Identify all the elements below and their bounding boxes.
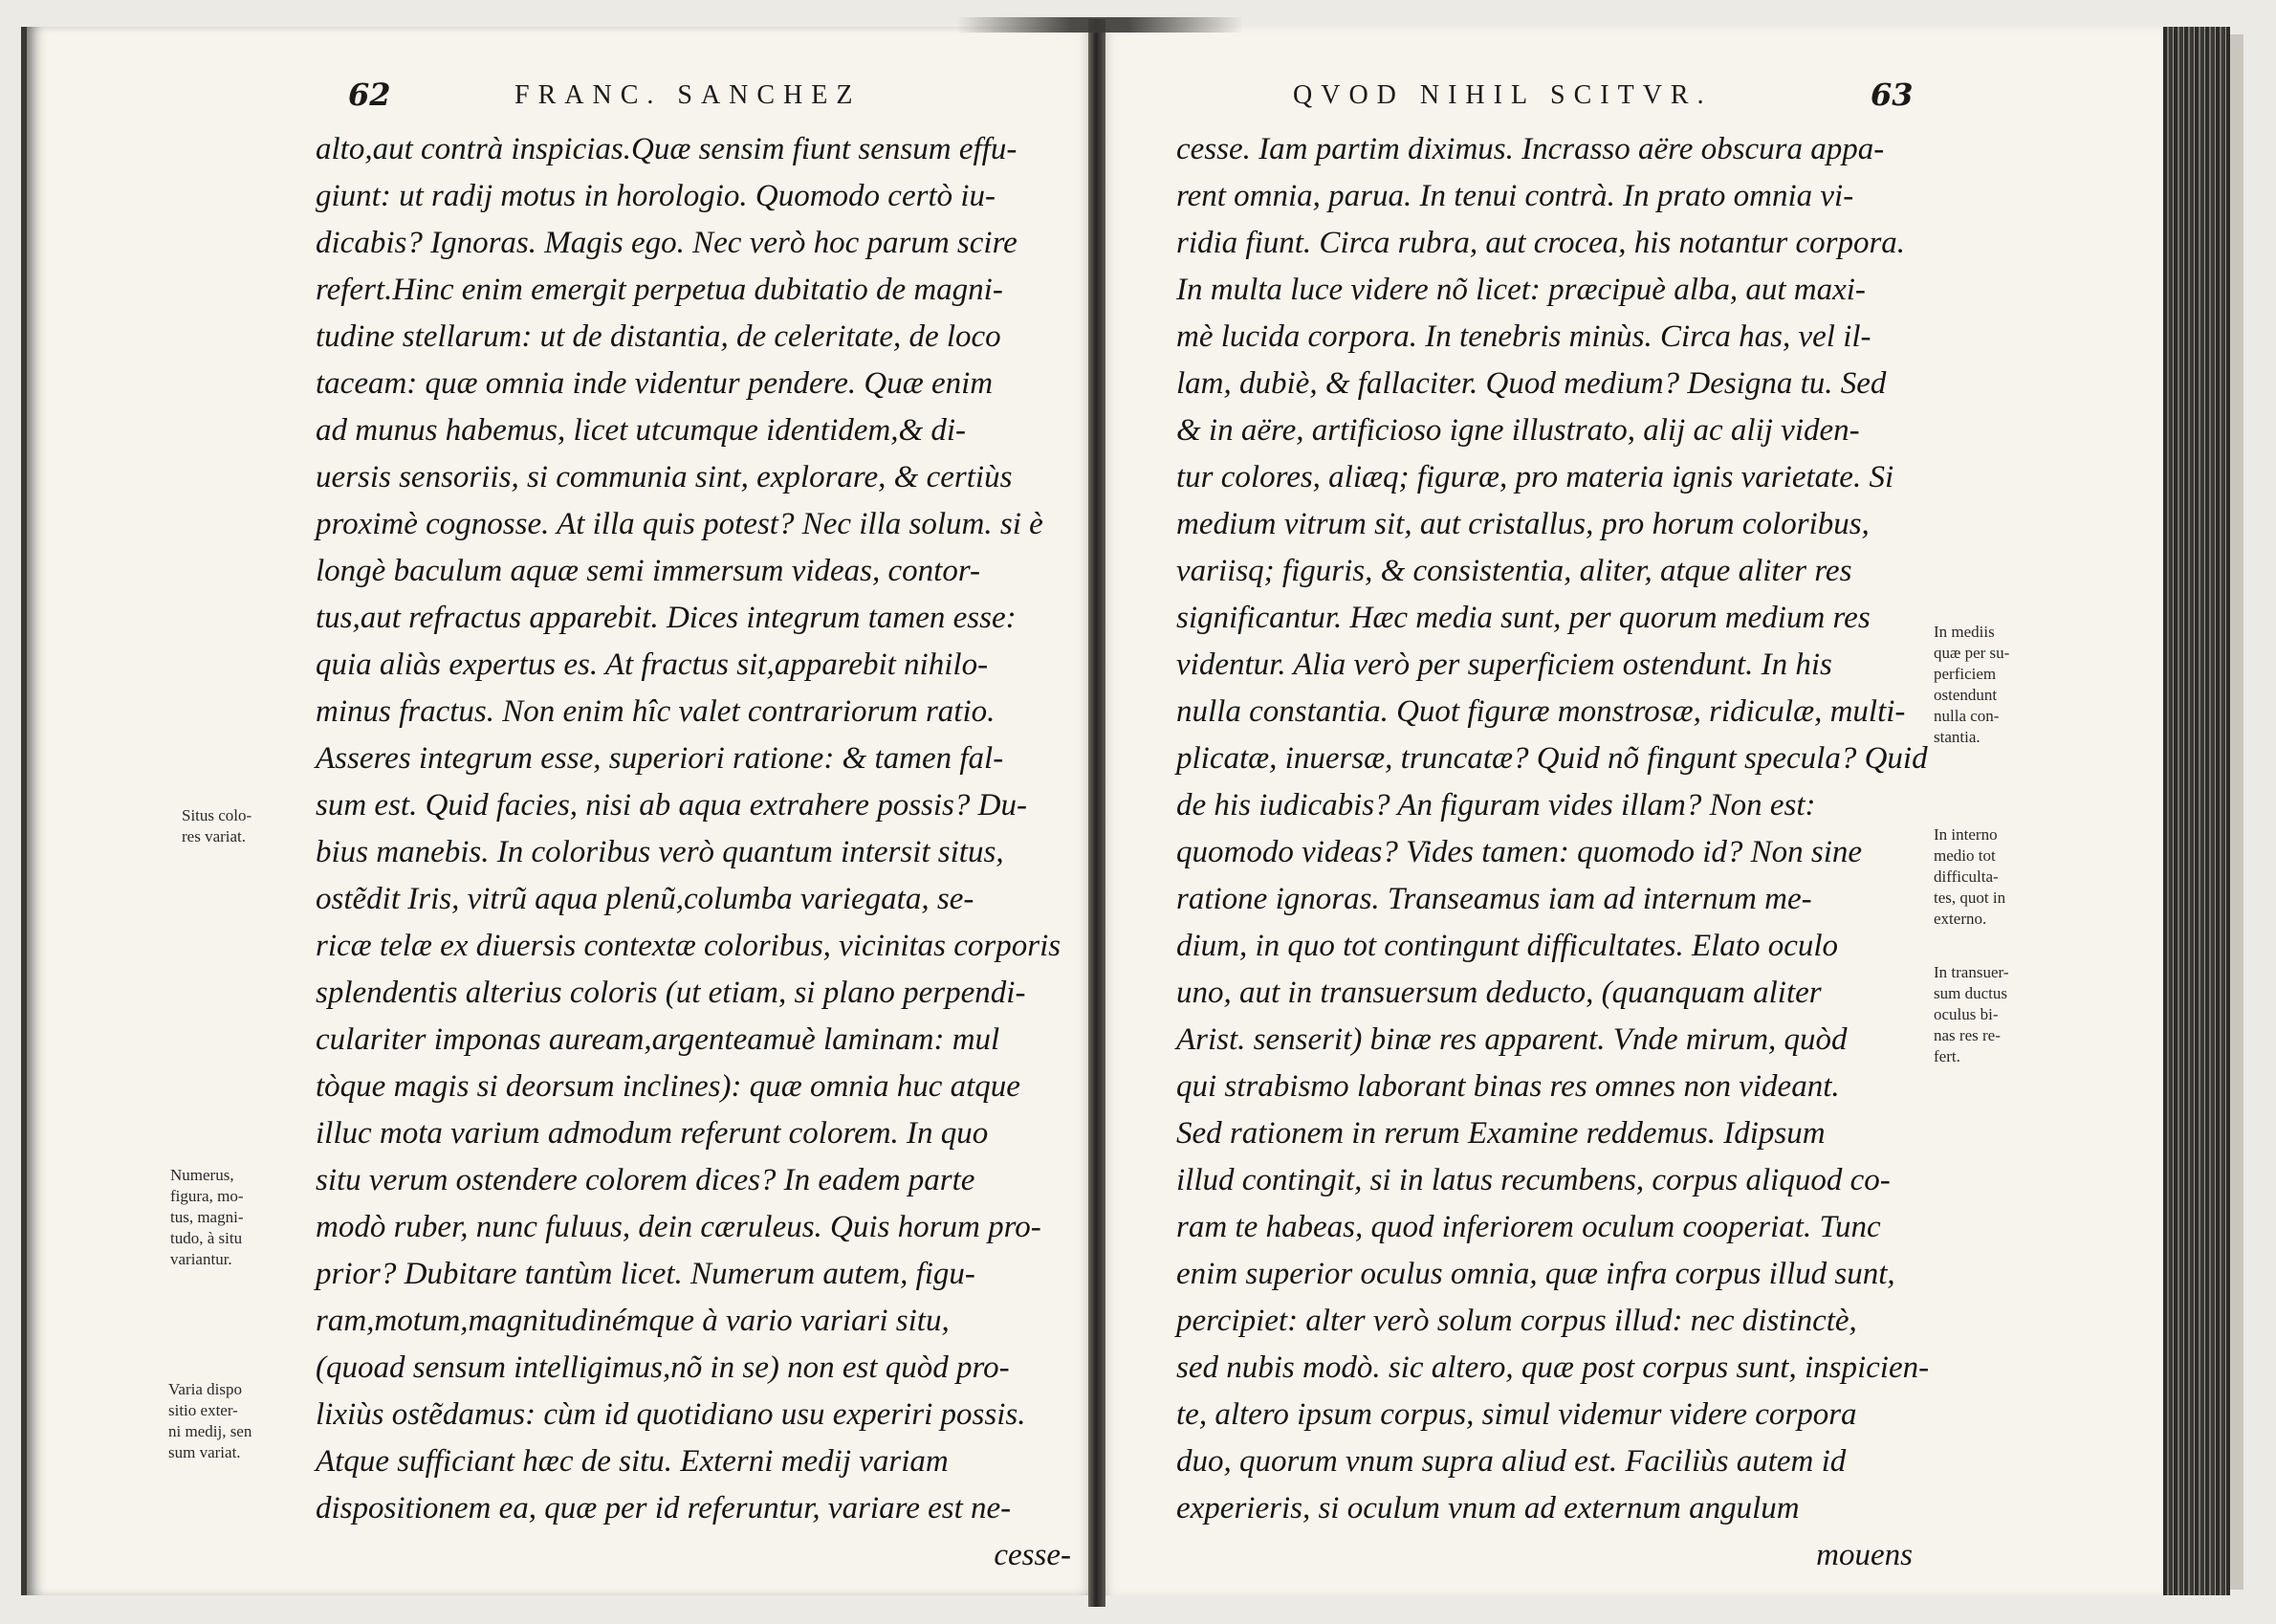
text-line: alto,aut contrà inspicias.Quæ sensim fiunt sensum effu- <box>316 132 1018 166</box>
text-line: sum est. Quid facies, nisi ab aqua extrahere possis? Du- <box>316 788 1027 823</box>
margin-note-line: Varia dispo <box>168 1380 242 1398</box>
text-line: tòque magis si deorsum inclines): quæ omnia huc atque <box>316 1069 1020 1104</box>
margin-note-line: stantia. <box>1934 728 1981 746</box>
book-edge <box>2230 34 2243 1590</box>
margin-note-line: ostendunt <box>1934 686 1998 704</box>
margin-note-line: figura, mo- <box>170 1187 244 1205</box>
margin-note-line: oculus bi- <box>1934 1005 1999 1023</box>
margin-note-line: variantur. <box>170 1250 232 1268</box>
margin-note-line: difficulta- <box>1934 867 1999 886</box>
text-line: uersis sensoriis, si communia sint, explorare, & certiùs <box>316 460 1013 494</box>
left-page-number: 62 <box>348 77 391 113</box>
text-line: percipiet: alter verò solum corpus illud: nec distinctè, <box>1176 1304 1857 1338</box>
text-line: quia aliàs expertus es. At fractus sit,apparebit nihilo- <box>316 647 989 682</box>
text-line: rent omnia, parua. In tenui contrà. In prato omnia vi- <box>1176 179 1854 213</box>
left-margin-note <box>170 1165 244 1270</box>
text-line: te, altero ipsum corpus, simul videmur videre corpora <box>1176 1397 1857 1432</box>
text-line: dium, in quo tot contingunt difficultates. Elato oculo <box>1176 929 1839 963</box>
text-line: mouens <box>1816 1538 1913 1572</box>
text-line: In multa luce videre nõ licet: præcipuè alba, aut maxi- <box>1176 273 1866 307</box>
left-running-head: FRANC. SANCHEZ <box>514 80 862 110</box>
text-line: ad munus habemus, licet utcumque identidem,& di- <box>316 413 967 448</box>
text-line: tur colores, aliæq; figuræ, pro materia ignis varietate. Si <box>1176 460 1894 494</box>
text-line: splendentis alterius coloris (ut etiam, si plano perpendi- <box>316 976 1026 1010</box>
text-line: plicatæ, inuersæ, truncatæ? Quid nõ fingunt specula? Quid <box>1176 741 1928 776</box>
margin-note-line: res variat. <box>182 827 247 845</box>
text-line: taceam: quæ omnia inde videntur pendere. Quæ enim <box>316 366 994 401</box>
right-margin-note <box>1934 962 2008 1067</box>
margin-note-line: sum ductus <box>1934 984 2007 1002</box>
left-text-block <box>316 126 1071 1579</box>
margin-note-line: perficiem <box>1934 665 1997 683</box>
text-line: mè lucida corpora. In tenebris minùs. Circa has, vel il- <box>1176 319 1871 354</box>
text-line: modò ruber, nunc fuluus, dein cæruleus. Quis horum pro- <box>316 1210 1041 1244</box>
text-line: situ verum ostendere colorem dices? In eadem parte <box>316 1163 975 1197</box>
text-line: & in aëre, artificioso igne illustrato, alij ac alij viden- <box>1176 413 1860 448</box>
text-line: ram te habeas, quod inferiorem oculum cooperiat. Tunc <box>1176 1210 1881 1244</box>
book-gutter <box>1088 19 1105 1607</box>
text-line: cesse- <box>994 1538 1071 1572</box>
text-line: ratione ignoras. Transeamus iam ad internum me- <box>1176 882 1812 916</box>
right-page-number: 63 <box>1871 77 1914 113</box>
margin-note-line: sitio exter- <box>168 1401 238 1419</box>
text-line: illud contingit, si in latus recumbens, corpus aliquod co- <box>1176 1163 1891 1197</box>
text-line: de his iudicabis? An figuram vides illam? Non est: <box>1176 788 1816 823</box>
text-line: Atque sufficiant hæc de situ. Externi medij variam <box>316 1444 949 1479</box>
text-line: duo, quorum vnum supra aliud est. Faciliùs autem id <box>1176 1444 1847 1479</box>
text-line: minus fractus. Non enim hîc valet contrariorum ratio. <box>316 694 996 729</box>
text-line: illuc mota varium admodum referunt colorem. In quo <box>316 1116 989 1151</box>
margin-note-line: In interno <box>1934 825 1998 844</box>
margin-note-line: nulla con- <box>1934 707 2000 725</box>
margin-note-line: fert. <box>1934 1047 1960 1065</box>
text-line: ridia fiunt. Circa rubra, aut crocea, his notantur corpora. <box>1176 226 1906 260</box>
right-text-block <box>1176 126 1930 1579</box>
text-line: culariter imponas auream,argenteamuè laminam: mul <box>316 1022 1000 1057</box>
text-line: lixiùs ostẽdamus: cùm id quotidiano usu experiri possis. <box>316 1397 1026 1432</box>
text-line: Arist. senserit) binæ res apparent. Vnde mirum, quòd <box>1176 1022 1848 1057</box>
margin-note-line: nas res re- <box>1934 1026 2001 1044</box>
text-line: proximè cognosse. At illa quis potest? Nec illa solum. si è <box>316 507 1043 541</box>
margin-note-line: Situs colo- <box>182 806 252 824</box>
margin-note-line: tudo, à situ <box>170 1229 243 1247</box>
text-line: tudine stellarum: ut de distantia, de celeritate, de loco <box>316 319 1001 354</box>
left-margin-note <box>168 1379 252 1463</box>
text-line: videntur. Alia verò per superficiem ostendunt. In his <box>1176 647 1832 682</box>
text-line: sed nubis modò. sic altero, quæ post corpus sunt, inspicien- <box>1176 1350 1930 1385</box>
left-margin-note <box>182 805 252 847</box>
text-line: tus,aut refractus apparebit. Dices integrum tamen esse: <box>316 601 1017 635</box>
right-margin-note <box>1934 824 2005 930</box>
margin-note-line: tus, magni- <box>170 1208 244 1226</box>
right-margin-note <box>1934 622 2009 748</box>
margin-note-line: tes, quot in <box>1934 889 2006 907</box>
text-line: prior? Dubitare tantùm licet. Numerum autem, figu- <box>316 1257 975 1291</box>
text-line: bius manebis. In coloribus verò quantum intersit situs, <box>316 835 1004 869</box>
margin-note-line: In transuer- <box>1934 963 2009 981</box>
text-line: Asseres integrum esse, superiori ratione: & tamen fal- <box>316 741 1004 776</box>
text-line: (quoad sensum intelligimus,nõ in se) non est quòd pro- <box>316 1350 1010 1385</box>
text-line: Sed rationem in rerum Examine reddemus. Idipsum <box>1176 1116 1826 1151</box>
text-line: ram,motum,magnitudinémque à vario variari situ, <box>316 1304 950 1338</box>
text-line: significantur. Hæc media sunt, per quorum medium res <box>1176 601 1871 635</box>
text-line: lam, dubiè, & fallaciter. Quod medium? Designa tu. Sed <box>1176 366 1887 401</box>
margin-note-line: quæ per su- <box>1934 644 2010 662</box>
text-line: dicabis? Ignoras. Magis ego. Nec verò hoc parum scire <box>316 226 1018 260</box>
text-line: uno, aut in transuersum deducto, (quanquam aliter <box>1176 976 1822 1010</box>
text-line: qui strabismo laborant binas res omnes non videant. <box>1176 1069 1840 1104</box>
text-line: giunt: ut radij motus in horologio. Quomodo certò iu- <box>316 179 996 213</box>
text-line: medium vitrum sit, aut cristallus, pro horum coloribus, <box>1176 507 1870 541</box>
margin-note-line: sum variat. <box>168 1443 241 1461</box>
text-line: enim superior oculus omnia, quæ infra corpus illud sunt, <box>1176 1257 1895 1291</box>
text-line: quomodo videas? Vides tamen: quomodo id? Non sine <box>1176 835 1863 869</box>
text-line: ostẽdit Iris, vitrũ aqua plenũ,columba variegata, se- <box>316 882 974 916</box>
spine-shadow <box>956 17 1243 33</box>
margin-note-line: externo. <box>1934 910 1987 928</box>
text-line: experieris, si oculum vnum ad externum angulum <box>1176 1491 1800 1525</box>
margin-note-line: medio tot <box>1934 846 1996 865</box>
text-line: dispositionem ea, quæ per id referuntur, variare est ne- <box>316 1491 1012 1525</box>
right-running-head: QVOD NIHIL SCITVR. <box>1293 80 1713 110</box>
margin-note-line: Numerus, <box>170 1166 234 1184</box>
text-line: nulla constantia. Quot figuræ monstrosæ, ridiculæ, multi- <box>1176 694 1906 729</box>
text-line: variisq; figuris, & consistentia, aliter, atque aliter res <box>1176 554 1852 588</box>
text-line: refert.Hinc enim emergit perpetua dubitatio de magni- <box>316 273 1003 307</box>
margin-note-line: In mediis <box>1934 623 1995 641</box>
margin-note-line: ni medij, sen <box>168 1422 252 1440</box>
text-line: cesse. Iam partim diximus. Incrasso aëre obscura appa- <box>1176 132 1885 166</box>
text-line: ricæ telæ ex diuersis contextæ coloribus, vicinitas corporis <box>316 929 1061 963</box>
page-edges <box>2163 27 2230 1595</box>
text-line: longè baculum aquæ semi immersum videas, contor- <box>316 554 980 588</box>
